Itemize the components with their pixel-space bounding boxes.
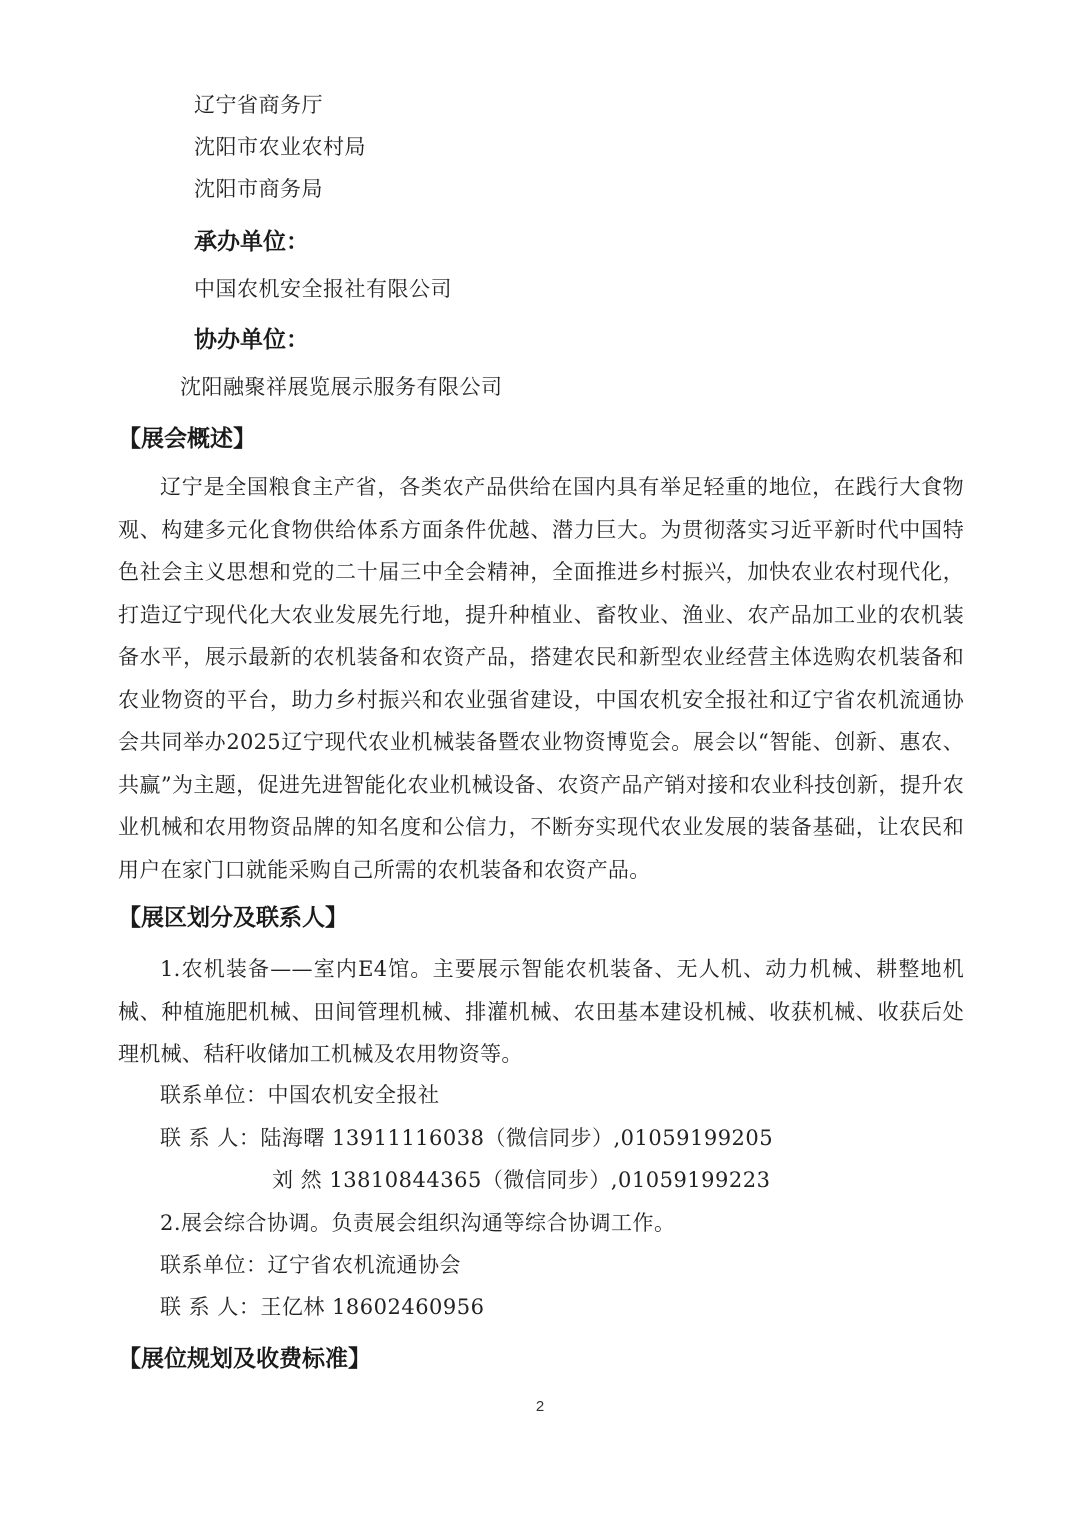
zones-heading: 【展区划分及联系人】	[118, 905, 348, 931]
zone2-contact-person: 联 系 人：王亿林 18602460956	[160, 1295, 485, 1319]
overview-heading: 【展会概述】	[118, 426, 256, 452]
zone1-contact-person-2: 刘 然 13810844365（微信同步）,01059199223	[272, 1168, 771, 1192]
booth-heading: 【展位规划及收费标准】	[118, 1346, 371, 1372]
zone2-paragraph: 2.展会综合协调。负责展会组织沟通等综合协调工作。	[160, 1211, 676, 1235]
overview-paragraph: 辽宁是全国粮食主产省，各类农产品供给在国内具有举足轻重的地位，在践行大食物观、构建多元化食物供给体系方面条件优越、潜力巨大。为贯彻落实习近平新时代中国特色社会主义思想和党的二十届三中全会精神，全面推进乡村振兴，加快农业农村现代化，打造辽宁现代化大农业发展先行地，提升种植业、畜牧业、渔业、农产品加工业的农机装备水平，展示最新的农机装备和农资产品，搭建农民和新型农业经营主体选购农机装备和农业物资的平台，助力乡村振兴和农业强省建设，中国农机安全报社和辽宁省农机流通协会共同举办2025辽宁现代农业机械装备暨农业物资博览会。展会以“智能、创新、惠农、共赢”为主题，促进先进智能化农业机械设备、农资产品产销对接和农业科技创新，提升农业机械和农用物资品牌的知名度和公信力，不断夯实现代农业发展的装备基础，让农民和用户在家门口就能采购自己所需的农机装备和农资产品。	[118, 475, 964, 882]
zone1-contact-unit: 联系单位：中国农机安全报社	[160, 1083, 440, 1107]
undertaker-name: 中国农机安全报社有限公司	[194, 277, 452, 301]
organizer-item: 辽宁省商务厅	[194, 93, 323, 117]
co-organizer-heading: 协办单位：	[194, 327, 309, 353]
co-organizer-name: 沈阳融聚祥展览展示服务有限公司	[180, 375, 503, 399]
page-number: 2	[535, 1398, 545, 1415]
zone1-paragraph: 1.农机装备——室内E4馆。主要展示智能农机装备、无人机、动力机械、耕整地机械、种植施肥机械、田间管理机械、排灌机械、农田基本建设机械、收获机械、收获后处理机械、秸秆收储加工机械及农用物资等。	[118, 957, 964, 1066]
undertaker-heading: 承办单位：	[194, 229, 309, 255]
zone2-contact-unit: 联系单位：辽宁省农机流通协会	[160, 1253, 461, 1277]
zone1-contact-person: 联 系 人：陆海曙 13911116038（微信同步）,01059199205	[160, 1126, 774, 1150]
organizer-item: 沈阳市农业农村局	[194, 135, 366, 159]
organizer-item: 沈阳市商务局	[194, 177, 323, 201]
